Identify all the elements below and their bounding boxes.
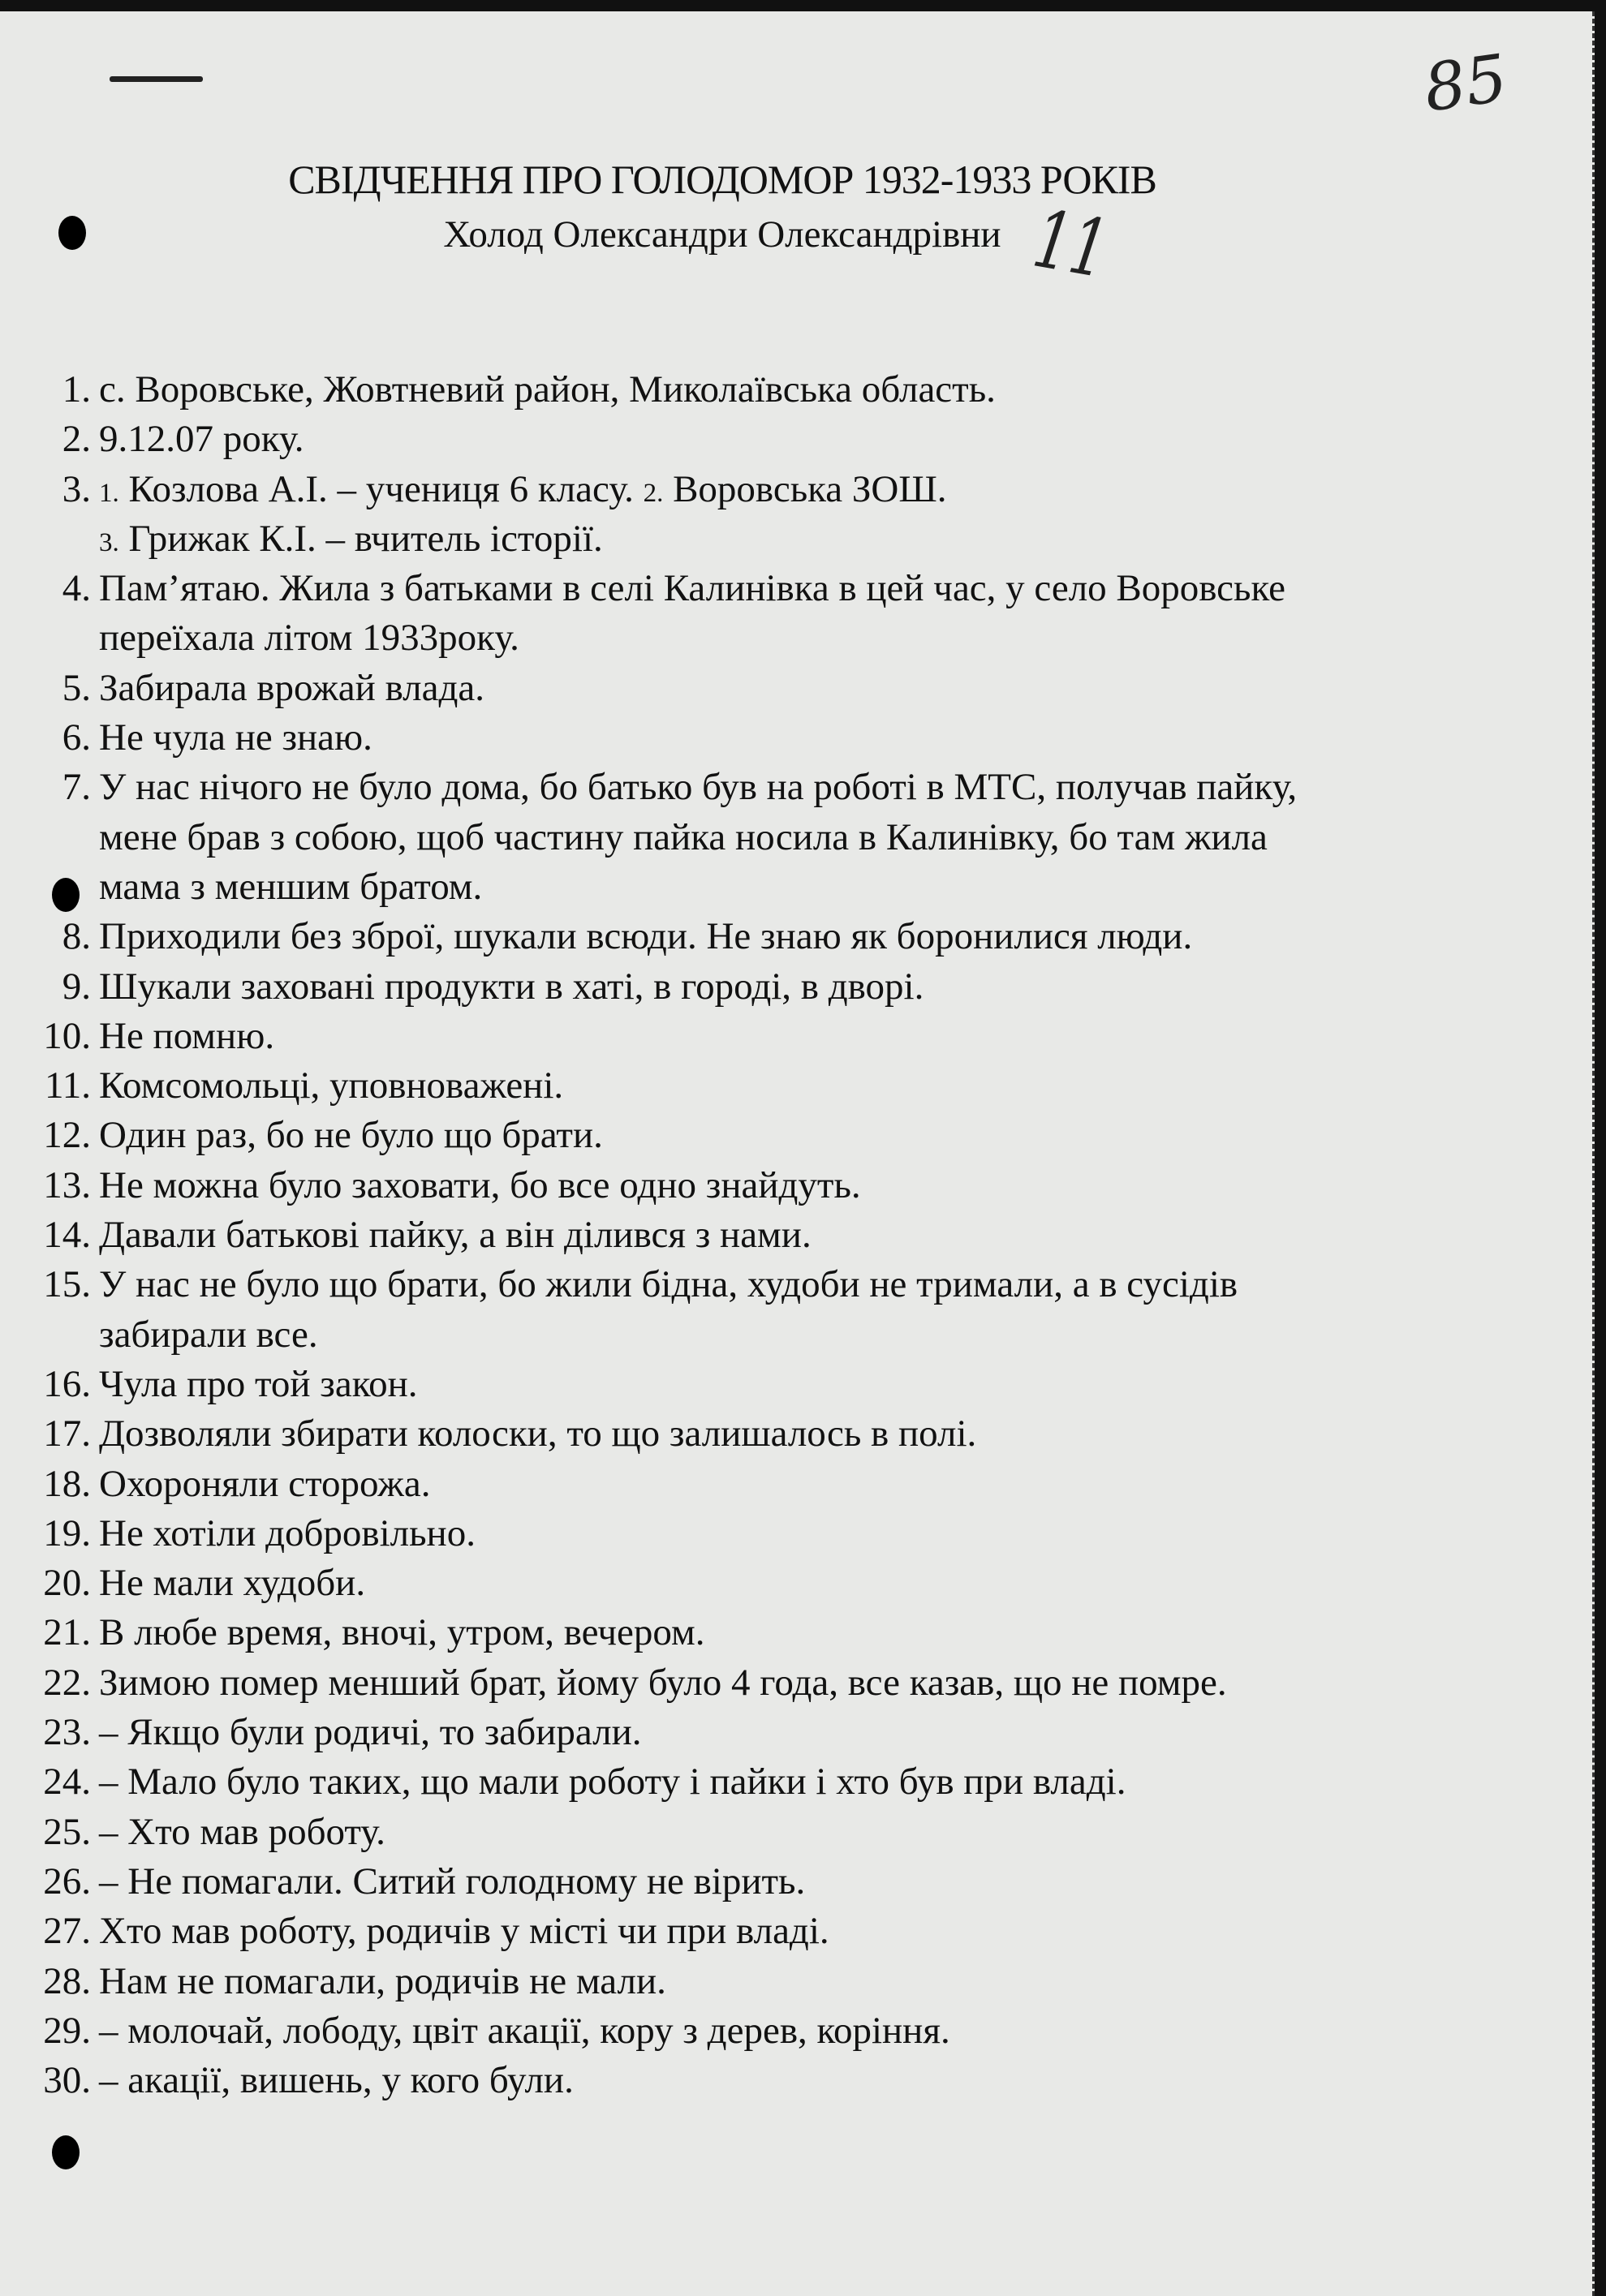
item-text: – Мало було таких, що мали роботу і пайки і хто був при владі. [99,1761,1126,1804]
item-number: 9. [62,965,91,1008]
item-text: мама з меншим братом. [99,865,483,908]
item-text: переїхала літом 1933року. [99,617,519,660]
list-item-line [16,1260,1297,1309]
item-number: 16. [43,1362,91,1405]
list-item-line [16,1360,1297,1409]
item-number: 21. [43,1611,91,1654]
item-number: 25. [43,1810,91,1853]
item-text: Не чула не знаю. [99,716,372,759]
item-number: 26. [43,1860,91,1903]
list-item-line [16,1111,1297,1160]
item-number: 14. [43,1214,91,1257]
list-item-line [16,2006,1297,2056]
list-item-line [16,1409,1297,1459]
item-text: – Хто мав роботу. [99,1810,385,1853]
sub-item-number: 2. [643,478,664,508]
item-number: 10. [43,1014,91,1057]
item-number: 1. [62,368,91,411]
item-text: Забирала врожай влада. [99,666,484,709]
handwritten-page-number: 85 [1419,40,1512,127]
document-page [0,11,1595,2296]
list-item-line [16,1907,1297,1956]
list-item-line [16,613,1297,663]
list-item-line [16,1310,1297,1360]
list-item-line [16,1061,1297,1111]
list-item-line [16,713,1297,763]
testimony-list [16,365,1297,2105]
item-text: – Не помагали. Ситий голодному не вірить. [99,1860,806,1903]
item-text: забирали все. [99,1313,318,1356]
item-text: Не мали худоби. [99,1562,366,1605]
list-item-line [16,415,1297,464]
item-number: 29. [43,2009,91,2052]
list-item-line [16,763,1297,812]
item-text: Шукали заховані продукти в хаті, в городі, в дворі. [99,965,924,1008]
item-text: Дозволяли збирати колоски, то що залишалось в полі. [99,1412,977,1455]
pen-mark [110,76,203,82]
item-number: 8. [62,915,91,958]
item-text: Чула про той закон. [99,1362,418,1405]
punch-hole [52,2135,80,2169]
item-text: У нас не було що брати, бо жили бідна, худоби не тримали, а в сусідів [99,1263,1238,1306]
item-text [99,465,947,514]
item-text: Один раз, бо не було що брати. [99,1114,603,1157]
list-item-line [16,514,1297,564]
item-number: 5. [62,666,91,709]
item-number: 23. [43,1711,91,1754]
item-number [16,813,99,862]
list-item-line [16,1210,1297,1260]
list-item-line [16,1608,1297,1658]
list-item-line [16,2056,1297,2105]
item-number: 17. [43,1412,91,1455]
sub-item-text: Козлова А.І. – учениця 6 класу. [118,467,644,510]
item-text: Пам’ятаю. Жила з батьками в селі Калинівка в цей час, у село Воровське [99,567,1286,610]
item-number: 20. [43,1562,91,1605]
list-item-line [16,962,1297,1012]
item-number: 6. [62,716,91,759]
list-item-line [16,1012,1297,1061]
item-text: мене брав з собою, щоб частину пайка носила в Калинівку, бо там жила [99,815,1268,858]
list-item-line [16,1460,1297,1509]
item-text: Нам не помагали, родичів не мали. [99,1959,666,2002]
list-item-line [16,1559,1297,1608]
item-text: Не хотіли добровільно. [99,1511,476,1554]
item-text: Не можна було заховати, бо все одно знайдуть. [99,1163,861,1206]
item-text: Зимою помер менший брат, йому було 4 года, все казав, що не помре. [99,1661,1227,1704]
item-number [16,1310,99,1360]
item-text: Не помню. [99,1014,275,1057]
item-number: 13. [43,1163,91,1206]
item-number [16,514,99,564]
item-text: Хто мав роботу, родичів у місті чи при владі. [99,1910,829,1953]
list-item-line [16,912,1297,961]
list-item-line [16,564,1297,613]
sub-item-number: 3. [99,527,119,557]
item-text: – акації, вишень, у кого були. [99,2059,574,2102]
handwritten-record-number: 11 [1027,191,1115,297]
item-text: – молочай, лободу, цвіт акації, кору з дерев, коріння. [99,2009,950,2052]
item-number: 24. [43,1761,91,1804]
item-number [16,862,99,912]
item-number: 11. [44,1064,91,1107]
item-number: 30. [43,2059,91,2102]
list-item-line [16,365,1297,415]
item-text [99,514,603,564]
list-item-line [16,1957,1297,2006]
item-number [16,613,99,663]
list-item-line [16,1161,1297,1210]
list-item-line [16,1757,1297,1807]
item-text: Приходили без зброї, шукали всюди. Не знаю як боронилися люди. [99,915,1193,958]
document-title: СВІДЧЕННЯ ПРО ГОЛОДОМОР 1932-1933 РОКІВ [288,157,1156,202]
list-item-line [16,664,1297,713]
list-item-line [16,813,1297,862]
sub-item-number: 1. [99,478,119,508]
sub-item-text: Грижак К.І. – вчитель історії. [118,517,603,560]
item-number: 28. [43,1959,91,2002]
list-item-line [16,1808,1297,1857]
item-text: Давали батькові пайку, а він ділився з нами. [99,1214,812,1257]
list-item-line [16,1658,1297,1708]
list-item-line [16,1708,1297,1757]
sub-item-text: Воровська ЗОШ. [663,467,947,510]
item-text: с. Воровське, Жовтневий район, Миколаївська область. [99,368,996,411]
item-text: Комсомольці, уповноважені. [99,1064,564,1107]
item-number: 18. [43,1462,91,1505]
item-number: 7. [62,766,91,809]
list-item-line [16,1509,1297,1559]
item-text: 9.12.07 року. [99,418,304,461]
item-number: 15. [43,1263,91,1306]
list-item-line [16,862,1297,912]
item-text: Охороняли сторожа. [99,1462,431,1505]
punch-hole [58,216,86,250]
item-text: В любе время, вночі, утром, вечером. [99,1611,705,1654]
list-item-line [16,465,1297,514]
item-number: 2. [62,418,91,461]
item-number: 12. [43,1114,91,1157]
list-item-line [16,1857,1297,1907]
document-subtitle: Холод Олександри Олександрівни [443,213,1001,256]
item-number: 27. [43,1910,91,1953]
item-text: У нас нічого не було дома, бо батько був на роботі в МТС, получав пайку, [99,766,1298,809]
item-number: 3. [62,467,91,510]
item-text: – Якщо були родичі, то забирали. [99,1711,642,1754]
item-number: 19. [43,1511,91,1554]
item-number: 4. [62,567,91,610]
item-number: 22. [43,1661,91,1704]
